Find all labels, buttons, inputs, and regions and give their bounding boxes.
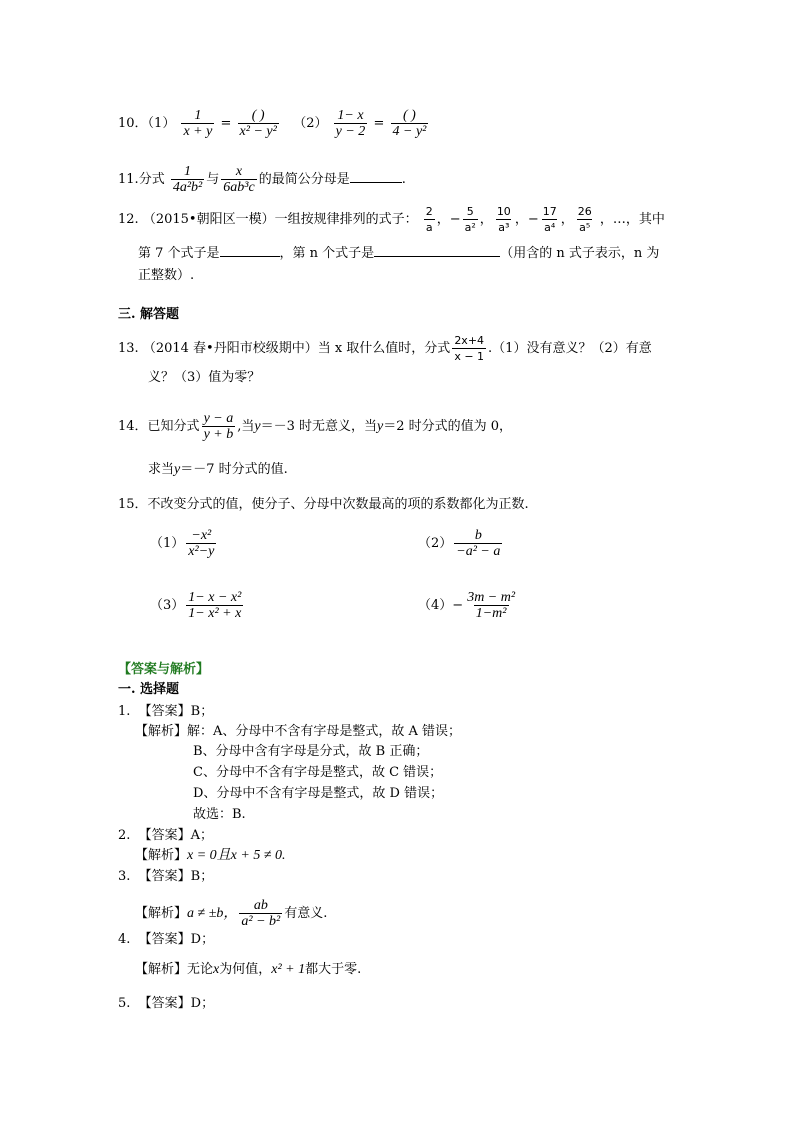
- sequence-term: $\frac{10}{\text{a³}}$: [496, 205, 511, 234]
- answer-2-analysis: 【解析】x = 0且x + 5 ≠ 0.: [135, 848, 286, 863]
- question-10: 10．（1） $\frac{1}{x + y}$ = $\frac{( )}{\text{x² − y²}}$ （2） $\frac{1- x}{y - 2}$ = $\frac{( )}{\text{4 − y²}}$: [118, 108, 427, 139]
- sequence-sign: ，−: [436, 212, 461, 227]
- fraction: $\frac{y - a}{y + b}$: [203, 411, 234, 442]
- answer-1-analysis: 【解析】解：A、分母中不含有字母是整式，故 A 错误；: [135, 724, 462, 739]
- answer-1-line: 故选：B.: [193, 807, 246, 822]
- answer-3: 3. 【答案】B；: [118, 869, 214, 884]
- fraction: $\frac{( )}{\text{x² − y²}}$: [239, 108, 277, 139]
- fraction: $\frac{1}{\text{4a²b²}}$: [172, 164, 203, 195]
- fraction: $\frac{2x+4}{x - 1}$: [454, 334, 485, 363]
- fraction: $\frac{ab}{\text{a² − b²}}$: [241, 898, 281, 929]
- answer-1-line: C、分母中不含有字母是整式，故 C 错误；: [193, 765, 443, 780]
- question-13: 13. （2014 春•丹阳市校级期中）当 x 取什么值时，分式 $\frac{2x+4}{x - 1}$ .（1）没有意义？（2）有意: [118, 334, 652, 363]
- question-14-line2: 求当y＝－7 时分式的值.: [148, 462, 288, 477]
- question-12-line3: 正整数）.: [138, 268, 195, 283]
- answer-5: 5. 【答案】D；: [118, 996, 215, 1011]
- question-15: 15．不改变分式的值，使分子、分母中次数最高的项的系数都化为正数.: [118, 497, 529, 512]
- fraction: $\frac{( )}{\text{4 − y²}}$: [392, 108, 427, 139]
- answer-2: 2. 【答案】A；: [118, 828, 214, 843]
- sequence-sign: ，−: [514, 212, 539, 227]
- answer-1-line: B、分母中含有字母是分式，故 B 正确；: [193, 744, 429, 759]
- sequence-sign: ，: [560, 212, 574, 227]
- question-12: 12. （2015•朝阳区一模）一组按规律排列的式子： $\frac{2}{a}$ ，− $\frac{5}{\text{a²}}$ ， $\frac{10}{\text{a³}}$ ，− $\frac{17}{\text{a⁴}}$ ， $\frac{26}{\text{a⁵}}$ ，…，其中: [118, 205, 665, 234]
- sequence-term: $\frac{2}{a}$: [425, 205, 433, 234]
- fraction: $\frac{\text{1− x − x²}}{\text{1− x² + x}}$: [188, 590, 242, 621]
- answer-section-title: 【答案与解析】: [118, 662, 210, 677]
- question-13-line2: 义？（3）值为零？: [148, 370, 261, 385]
- fraction: $\frac{\text{−x²}}{\text{x²−y}}$: [188, 528, 215, 559]
- q15-part-1: （1） $\frac{\text{−x²}}{\text{x²−y}}$: [150, 528, 215, 559]
- sequence-term: $\frac{17}{\text{a⁴}}$: [542, 205, 557, 234]
- fraction: $\frac{\text{3m − m²}}{\text{1−m²}}$: [467, 590, 516, 621]
- fraction: $\frac{x}{\text{6ab³c}}$: [223, 164, 255, 195]
- fraction: $\frac{b}{\text{−a² − a}}$: [456, 528, 501, 559]
- question-14: 14．已知分式 $\frac{y - a}{y + b}$ ,当y＝－3 时无意义，当y＝2 时分式的值为 0，: [118, 411, 513, 442]
- q15-part-4: （4）− $\frac{\text{3m − m²}}{\text{1−m²}}$: [418, 590, 516, 621]
- answer-1: 1. 【答案】B；: [118, 704, 214, 719]
- answer-blank: [374, 244, 500, 257]
- answer-4: 4. 【答案】D；: [118, 932, 215, 947]
- answer-1-line: D、分母中不含有字母是整式，故 D 错误；: [193, 786, 444, 801]
- section-heading: 三. 解答题: [118, 307, 180, 322]
- sequence: [422, 205, 596, 234]
- answer-4-analysis: 【解析】无论x为何值，x² + 1都大于零.: [135, 962, 362, 977]
- q15-part-2: （2） $\frac{b}{\text{−a² − a}}$: [418, 528, 501, 559]
- sequence-term: $\frac{5}{\text{a²}}$: [464, 205, 476, 234]
- answer-blank: [350, 170, 402, 183]
- answer-blank: [220, 244, 280, 257]
- q15-part-3: （3） $\frac{\text{1− x − x²}}{\text{1− x² + x}}$: [150, 590, 242, 621]
- sequence-term: $\frac{26}{\text{a⁵}}$: [577, 205, 592, 234]
- fraction: $\frac{1}{x + y}$: [183, 108, 213, 139]
- answer-3-analysis: 【解析】a ≠ ±b， $\frac{ab}{\text{a² − b²}}$ 有意义.: [135, 898, 328, 929]
- fraction: $\frac{1- x}{y - 2}$: [335, 108, 366, 139]
- question-11: 11.分式 $\frac{1}{\text{4a²b²}}$ 与 $\frac{x}{\text{6ab³c}}$ 的最简公分母是 .: [118, 164, 406, 195]
- question-12-line2: 第 7 个式子是 ，第 n 个式子是 （用含的 n 式子表示，n 为: [138, 246, 660, 261]
- sequence-sign: ，: [479, 212, 493, 227]
- answer-section-heading: 一. 选择题: [118, 682, 180, 697]
